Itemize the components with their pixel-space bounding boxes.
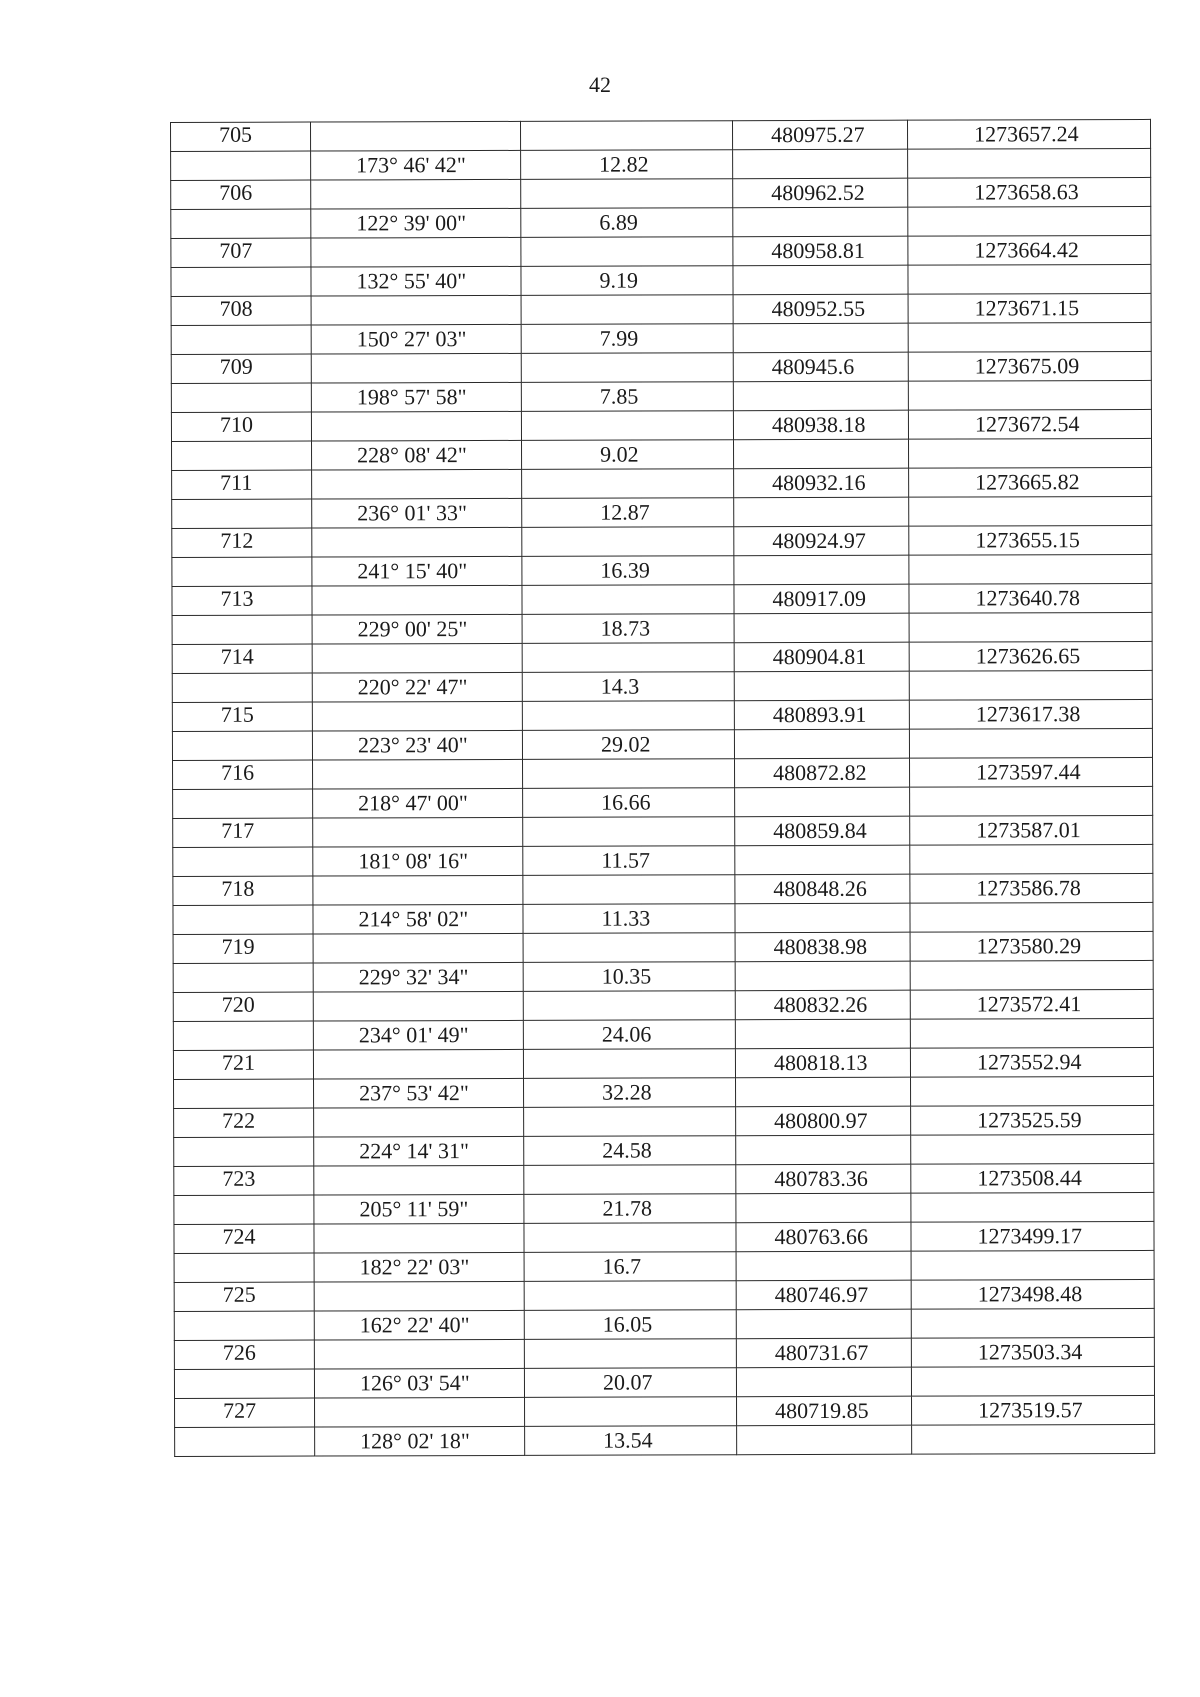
empty-cell [737, 1425, 912, 1455]
empty-cell [313, 759, 523, 789]
empty-cell [522, 469, 734, 499]
coordinate-x: 480958.81 [733, 236, 908, 266]
point-row [173, 815, 1153, 847]
point-row [174, 1163, 1154, 1195]
empty-cell [313, 991, 523, 1021]
segment-row [172, 438, 1152, 470]
coordinate-x: 480872.82 [735, 758, 910, 788]
point-id: 705 [171, 122, 311, 151]
coordinate-x: 480975.27 [732, 120, 907, 150]
empty-cell [312, 643, 522, 673]
empty-cell [523, 991, 735, 1021]
point-id: 706 [171, 180, 311, 209]
empty-cell [173, 905, 313, 934]
empty-cell [315, 1397, 525, 1427]
empty-cell [312, 469, 522, 499]
point-row [173, 989, 1153, 1021]
segment-row [174, 1308, 1154, 1340]
empty-cell [171, 151, 311, 180]
coordinate-x: 480783.36 [736, 1164, 911, 1194]
coordinate-x: 480859.84 [735, 816, 910, 846]
point-id: 725 [174, 1282, 314, 1311]
empty-cell [910, 1018, 1153, 1048]
empty-cell [911, 1192, 1154, 1222]
empty-cell [311, 179, 521, 209]
coordinate-x: 480952.55 [733, 294, 908, 324]
point-id: 708 [171, 296, 311, 325]
segment-row [174, 1076, 1154, 1108]
empty-cell [311, 237, 521, 267]
segment-distance: 13.54 [525, 1426, 737, 1456]
segment-row [173, 844, 1153, 876]
empty-cell [172, 673, 312, 702]
coordinate-y: 1273586.78 [910, 873, 1153, 903]
empty-cell [314, 1223, 524, 1253]
point-row [172, 525, 1152, 557]
empty-cell [174, 1137, 314, 1166]
coordinate-x: 480838.98 [735, 932, 910, 962]
empty-cell [911, 1250, 1154, 1280]
empty-cell [733, 323, 908, 353]
coordinate-x: 480763.66 [736, 1222, 911, 1252]
coordinate-y: 1273580.29 [910, 931, 1153, 961]
point-id: 718 [173, 876, 313, 905]
bearing-angle: 228° 08' 42" [312, 440, 522, 470]
segment-distance: 11.33 [523, 904, 735, 934]
empty-cell [172, 615, 312, 644]
point-id: 721 [173, 1050, 313, 1079]
empty-cell [174, 1195, 314, 1224]
coordinate-x: 480962.52 [733, 178, 908, 208]
empty-cell [734, 671, 909, 701]
empty-cell [175, 1427, 315, 1456]
bearing-angle: 150° 27' 03" [311, 324, 521, 354]
empty-cell [174, 1311, 314, 1340]
segment-distance: 12.87 [522, 498, 734, 528]
page-number: 42 [589, 72, 611, 97]
segment-row [171, 322, 1151, 354]
empty-cell [314, 1165, 524, 1195]
segment-distance: 18.73 [522, 614, 734, 644]
point-id: 717 [173, 818, 313, 847]
point-id: 707 [171, 238, 311, 267]
empty-cell [311, 353, 521, 383]
point-row [171, 293, 1151, 325]
bearing-angle: 234° 01' 49" [313, 1020, 523, 1050]
empty-cell [524, 1107, 736, 1137]
coordinate-y: 1273640.78 [909, 583, 1152, 613]
point-row [171, 177, 1151, 209]
empty-cell [521, 295, 733, 325]
point-id: 709 [171, 354, 311, 383]
empty-cell [171, 209, 311, 238]
point-row [171, 235, 1151, 267]
empty-cell [524, 1281, 736, 1311]
empty-cell [314, 1339, 524, 1369]
point-row [174, 1337, 1154, 1369]
empty-cell [912, 1424, 1155, 1454]
empty-cell [909, 438, 1152, 468]
empty-cell [524, 1165, 736, 1195]
empty-cell [735, 903, 910, 933]
coordinate-x: 480731.67 [736, 1338, 911, 1368]
empty-cell [736, 1077, 911, 1107]
segment-distance: 12.82 [521, 150, 733, 180]
empty-cell [911, 1076, 1154, 1106]
empty-cell [311, 295, 521, 325]
empty-cell [172, 441, 312, 470]
empty-cell [522, 701, 734, 731]
segment-distance: 16.7 [524, 1252, 736, 1282]
segment-distance: 20.07 [524, 1368, 736, 1398]
empty-cell [174, 1079, 314, 1108]
point-id: 712 [172, 528, 312, 557]
empty-cell [734, 729, 909, 759]
point-row [174, 1221, 1154, 1253]
point-row [172, 641, 1152, 673]
coordinate-x: 480938.18 [733, 410, 908, 440]
empty-cell [313, 875, 523, 905]
empty-cell [909, 554, 1152, 584]
point-row [171, 409, 1151, 441]
empty-cell [173, 1021, 313, 1050]
empty-cell [909, 670, 1152, 700]
empty-cell [312, 585, 522, 615]
empty-cell [314, 1107, 524, 1137]
empty-cell [908, 148, 1151, 178]
bearing-angle: 229° 00' 25" [312, 614, 522, 644]
point-row [172, 583, 1152, 615]
coordinate-y: 1273552.94 [910, 1047, 1153, 1077]
empty-cell [523, 817, 735, 847]
coordinate-x: 480848.26 [735, 874, 910, 904]
coordinate-y: 1273499.17 [911, 1221, 1154, 1251]
point-id: 726 [174, 1340, 314, 1369]
coordinate-y: 1273655.15 [909, 525, 1152, 555]
empty-cell [314, 1281, 524, 1311]
empty-cell [313, 1049, 523, 1079]
empty-cell [909, 728, 1152, 758]
segment-row [173, 786, 1153, 818]
segment-row [171, 380, 1151, 412]
empty-cell [908, 264, 1151, 294]
point-id: 724 [174, 1224, 314, 1253]
point-row [173, 1047, 1153, 1079]
segment-distance: 9.19 [521, 266, 733, 296]
point-id: 719 [173, 934, 313, 963]
empty-cell [522, 585, 734, 615]
survey-coordinate-table [170, 119, 1155, 1457]
coordinate-y: 1273519.57 [912, 1395, 1155, 1425]
segment-row [173, 902, 1153, 934]
empty-cell [910, 844, 1153, 874]
segment-distance: 10.35 [523, 962, 735, 992]
point-id: 720 [173, 992, 313, 1021]
bearing-angle: 173° 46' 42" [311, 150, 521, 180]
segment-row [174, 1192, 1154, 1224]
empty-cell [312, 701, 522, 731]
segment-row [172, 496, 1152, 528]
coordinate-x: 480924.97 [734, 526, 909, 556]
empty-cell [908, 380, 1151, 410]
coordinate-y: 1273672.54 [908, 409, 1151, 439]
point-id: 716 [173, 760, 313, 789]
segment-distance: 16.66 [523, 788, 735, 818]
bearing-angle: 218° 47' 00" [313, 788, 523, 818]
coordinate-x: 480932.16 [734, 468, 909, 498]
point-row [171, 351, 1151, 383]
empty-cell [910, 902, 1153, 932]
empty-cell [735, 961, 910, 991]
empty-cell [311, 411, 521, 441]
table-body [171, 119, 1155, 1456]
empty-cell [736, 1309, 911, 1339]
point-row [174, 1105, 1154, 1137]
bearing-angle: 181° 08' 16" [313, 846, 523, 876]
bearing-angle: 126° 03' 54" [314, 1368, 524, 1398]
empty-cell [734, 439, 909, 469]
bearing-angle: 220° 22' 47" [312, 672, 522, 702]
segment-distance: 9.02 [522, 440, 734, 470]
segment-row [175, 1424, 1155, 1456]
bearing-angle: 214° 58' 02" [313, 904, 523, 934]
empty-cell [523, 875, 735, 905]
segment-distance: 24.06 [523, 1020, 735, 1050]
point-id: 715 [172, 702, 312, 731]
empty-cell [736, 1251, 911, 1281]
coordinate-y: 1273525.59 [911, 1105, 1154, 1135]
coordinate-x: 480818.13 [735, 1048, 910, 1078]
empty-cell [172, 731, 312, 760]
segment-row [171, 148, 1151, 180]
segment-row [171, 264, 1151, 296]
segment-distance: 14.3 [522, 672, 734, 702]
coordinate-y: 1273665.82 [909, 467, 1152, 497]
bearing-angle: 132° 55' 40" [311, 266, 521, 296]
empty-cell [521, 411, 733, 441]
coordinate-x: 480719.85 [737, 1396, 912, 1426]
coordinate-y: 1273498.48 [911, 1279, 1154, 1309]
segment-distance: 6.89 [521, 208, 733, 238]
point-row [171, 119, 1151, 151]
point-id: 714 [172, 644, 312, 673]
point-row [173, 931, 1153, 963]
segment-row [173, 960, 1153, 992]
empty-cell [911, 1308, 1154, 1338]
empty-cell [173, 963, 313, 992]
coordinate-x: 480945.6 [733, 352, 908, 382]
empty-cell [522, 527, 734, 557]
segment-row [173, 1018, 1153, 1050]
empty-cell [313, 817, 523, 847]
empty-cell [311, 121, 521, 151]
bearing-angle: 236° 01' 33" [312, 498, 522, 528]
point-row [173, 873, 1153, 905]
coordinate-x: 480917.09 [734, 584, 909, 614]
empty-cell [735, 787, 910, 817]
empty-cell [736, 1193, 911, 1223]
empty-cell [734, 555, 909, 585]
empty-cell [172, 499, 312, 528]
empty-cell [736, 1367, 911, 1397]
coordinate-y: 1273617.38 [909, 699, 1152, 729]
coordinate-y: 1273675.09 [908, 351, 1151, 381]
empty-cell [174, 1369, 314, 1398]
segment-distance: 16.39 [522, 556, 734, 586]
empty-cell [911, 1134, 1154, 1164]
empty-cell [173, 847, 313, 876]
segment-distance: 16.05 [524, 1310, 736, 1340]
point-id: 727 [175, 1398, 315, 1427]
empty-cell [523, 1049, 735, 1079]
bearing-angle: 205° 11' 59" [314, 1194, 524, 1224]
segment-row [172, 554, 1152, 586]
segment-row [171, 206, 1151, 238]
empty-cell [736, 1135, 911, 1165]
empty-cell [522, 643, 734, 673]
segment-row [174, 1366, 1154, 1398]
bearing-angle: 122° 39' 00" [311, 208, 521, 238]
segment-distance: 24.58 [524, 1136, 736, 1166]
empty-cell [910, 960, 1153, 990]
bearing-angle: 198° 57' 58" [311, 382, 521, 412]
segment-distance: 29.02 [522, 730, 734, 760]
point-id: 722 [174, 1108, 314, 1137]
coordinate-y: 1273503.34 [911, 1337, 1154, 1367]
segment-distance: 7.85 [521, 382, 733, 412]
segment-row [172, 728, 1152, 760]
coordinate-x: 480904.81 [734, 642, 909, 672]
empty-cell [171, 267, 311, 296]
empty-cell [908, 322, 1151, 352]
empty-cell [733, 381, 908, 411]
empty-cell [911, 1366, 1154, 1396]
empty-cell [523, 759, 735, 789]
coordinate-y: 1273664.42 [908, 235, 1151, 265]
segment-distance: 11.57 [523, 846, 735, 876]
empty-cell [908, 206, 1151, 236]
empty-cell [733, 207, 908, 237]
empty-cell [521, 353, 733, 383]
segment-row [174, 1250, 1154, 1282]
point-row [172, 699, 1152, 731]
empty-cell [520, 121, 732, 151]
empty-cell [173, 789, 313, 818]
segment-distance: 7.99 [521, 324, 733, 354]
segment-row [172, 670, 1152, 702]
bearing-angle: 162° 22' 40" [314, 1310, 524, 1340]
bearing-angle: 241° 15' 40" [312, 556, 522, 586]
segment-row [172, 612, 1152, 644]
empty-cell [523, 933, 735, 963]
empty-cell [733, 265, 908, 295]
bearing-angle: 182° 22' 03" [314, 1252, 524, 1282]
bearing-angle: 223° 23' 40" [312, 730, 522, 760]
segment-distance: 21.78 [524, 1194, 736, 1224]
bearing-angle: 128° 02' 18" [315, 1426, 525, 1456]
coordinate-y: 1273587.01 [910, 815, 1153, 845]
empty-cell [734, 497, 909, 527]
empty-cell [735, 1019, 910, 1049]
empty-cell [312, 527, 522, 557]
empty-cell [521, 237, 733, 267]
bearing-angle: 229° 32' 34" [313, 962, 523, 992]
bearing-angle: 224° 14' 31" [314, 1136, 524, 1166]
empty-cell [171, 325, 311, 354]
coordinate-x: 480893.91 [734, 700, 909, 730]
point-id: 711 [172, 470, 312, 499]
coordinate-y: 1273572.41 [910, 989, 1153, 1019]
coordinate-y: 1273508.44 [911, 1163, 1154, 1193]
point-id: 713 [172, 586, 312, 615]
empty-cell [735, 845, 910, 875]
empty-cell [909, 496, 1152, 526]
point-id: 723 [174, 1166, 314, 1195]
point-id: 710 [171, 412, 311, 441]
coordinate-y: 1273597.44 [910, 757, 1153, 787]
point-row [172, 467, 1152, 499]
point-row [173, 757, 1153, 789]
point-row [175, 1395, 1155, 1427]
empty-cell [733, 149, 908, 179]
coordinate-y: 1273671.15 [908, 293, 1151, 323]
empty-cell [171, 383, 311, 412]
point-row [174, 1279, 1154, 1311]
empty-cell [909, 612, 1152, 642]
empty-cell [174, 1253, 314, 1282]
empty-cell [524, 1339, 736, 1369]
coordinate-y: 1273657.24 [907, 119, 1150, 149]
empty-cell [524, 1223, 736, 1253]
coordinate-x: 480746.97 [736, 1280, 911, 1310]
segment-row [174, 1134, 1154, 1166]
empty-cell [521, 179, 733, 209]
coordinate-y: 1273626.65 [909, 641, 1152, 671]
coordinate-x: 480832.26 [735, 990, 910, 1020]
coordinate-y: 1273658.63 [908, 177, 1151, 207]
empty-cell [313, 933, 523, 963]
empty-cell [525, 1397, 737, 1427]
coordinate-x: 480800.97 [736, 1106, 911, 1136]
empty-cell [910, 786, 1153, 816]
empty-cell [172, 557, 312, 586]
bearing-angle: 237° 53' 42" [314, 1078, 524, 1108]
empty-cell [734, 613, 909, 643]
segment-distance: 32.28 [524, 1078, 736, 1108]
